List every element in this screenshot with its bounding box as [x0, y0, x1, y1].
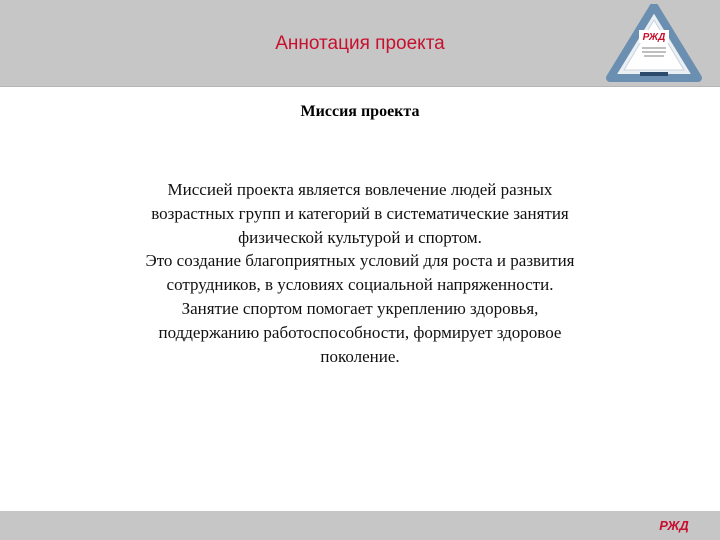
mission-line: Занятие спортом помогает укреплению здоровья,	[181, 298, 539, 318]
mission-line: возрастных групп и категорий в систематические занятия	[151, 203, 569, 223]
mission-line: поддержанию работоспособности, формирует здоровое	[158, 322, 562, 342]
rzd-emblem-icon	[606, 4, 702, 84]
mission-line: поколение.	[320, 346, 400, 366]
section-title: Миссия проекта	[300, 103, 420, 120]
mission-line: Это создание благоприятных условий для роста и развития	[145, 251, 575, 271]
footer-bar	[0, 511, 720, 540]
mission-line: физической культурой и спортом.	[238, 227, 482, 247]
emblem-logo-text: РЖД	[642, 32, 666, 43]
mission-line: сотрудников, в условиях социальной напряженности.	[166, 275, 554, 295]
footer-logo-text: РЖД	[659, 518, 689, 533]
rzd-logo-icon	[656, 518, 692, 533]
mission-text	[100, 178, 620, 368]
page-title: Аннотация проекта	[275, 33, 445, 54]
mission-line: Миссией проекта является вовлечение людей разных	[167, 180, 553, 199]
